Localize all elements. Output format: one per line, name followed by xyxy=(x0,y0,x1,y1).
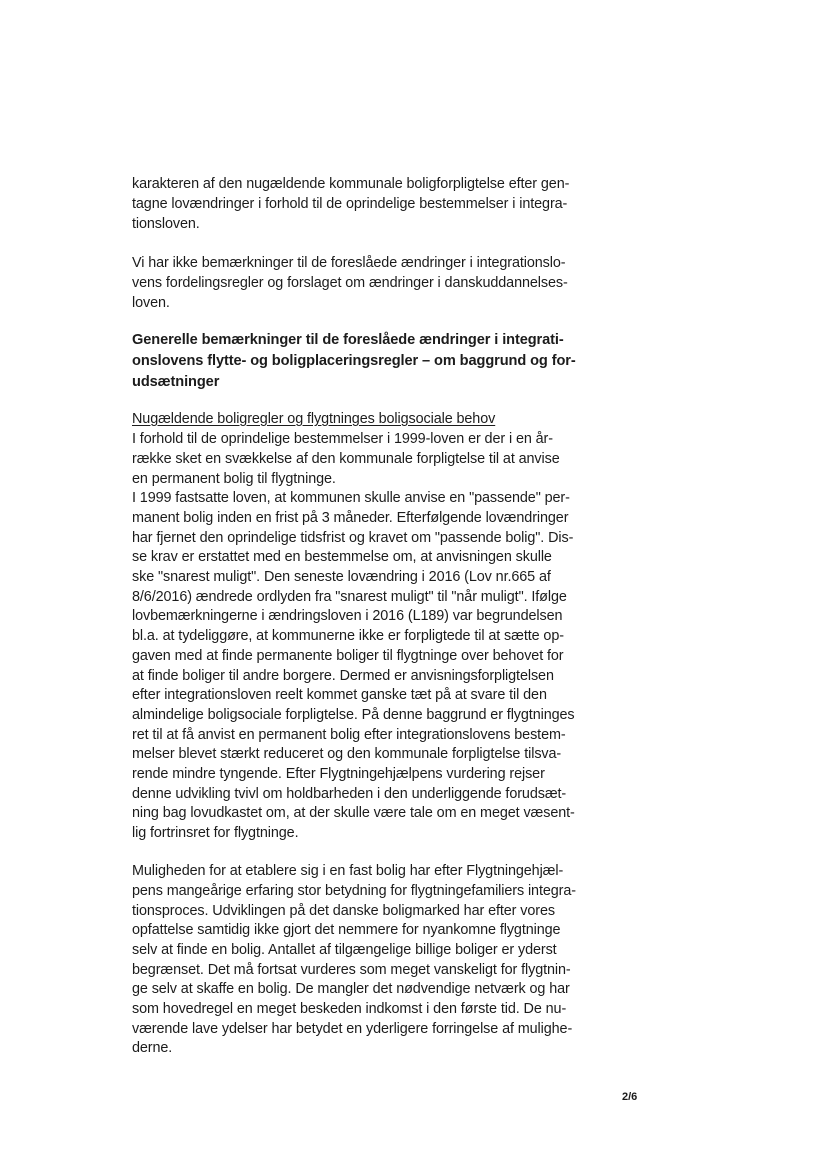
page-number: 2/6 xyxy=(622,1091,638,1103)
paragraph-5-line-5: selv at finde en bolig. Antallet af tilgængelige billige boliger er yderst xyxy=(132,942,557,958)
paragraph-4-line-11: bl.a. at tydeliggøre, at kommunerne ikke er forpligtede til at sætte op- xyxy=(132,628,564,644)
paragraph-4-line-14: efter integrationsloven reelt kommet ganske tæt på at svare til den xyxy=(132,687,547,703)
paragraph-4-line-16: ret til at få anvist en permanent bolig efter integrationslovens bestem- xyxy=(132,727,566,743)
paragraph-1-line-1: karakteren af den nugældende kommunale boligforpligtelse efter gen- xyxy=(132,176,570,192)
paragraph-4-line-2: række sket en svækkelse af den kommunale forpligtelse til at anvise xyxy=(132,451,560,467)
subheading: Nugældende boligregler og flygtninges boligsociale behov xyxy=(132,411,496,427)
paragraph-2-line-3: loven. xyxy=(132,295,170,311)
paragraph-4-line-21: lig fortrinsret for flygtninge. xyxy=(132,825,299,841)
paragraph-4-line-19: denne udvikling tvivl om holdbarheden i den underliggende forudsæt- xyxy=(132,786,567,802)
paragraph-5-line-4: opfattelse samtidig ikke gjort det nemmere for nyankomne flygtninge xyxy=(132,922,561,938)
paragraph-5-line-8: som hovedregel en meget beskeden indkomst i den første tid. De nu- xyxy=(132,1001,567,1017)
paragraph-5-line-9: værende lave ydelser har betydet en yderligere forringelse af mulighe- xyxy=(132,1021,573,1037)
paragraph-5-line-3: tionsproces. Udviklingen på det danske boligmarked har efter vores xyxy=(132,903,555,919)
paragraph-4-line-12: gaven med at finde permanente boliger til flygtninge over behovet for xyxy=(132,648,564,664)
paragraph-5-line-7: ge selv at skaffe en bolig. De mangler det nødvendige netværk og har xyxy=(132,981,570,997)
section-heading-line-2: onslovens flytte- og boligplaceringsregler – om baggrund og for- xyxy=(132,353,576,369)
paragraph-4-line-15: almindelige boligsociale forpligtelse. På denne baggrund er flygtninges xyxy=(132,707,575,723)
paragraph-4-line-5: manent bolig inden en frist på 3 måneder. Efterfølgende lovændringer xyxy=(132,510,569,526)
section-heading-line-3: udsætninger xyxy=(132,374,220,390)
paragraph-4-line-10: lovbemærkningerne i ændringsloven i 2016 (L189) var begrundelsen xyxy=(132,608,563,624)
paragraph-5-line-2: pens mangeårige erfaring stor betydning for flygtningefamiliers integra- xyxy=(132,883,576,899)
paragraph-4-line-1: I forhold til de oprindelige bestemmelser i 1999-loven er der i en år- xyxy=(132,431,553,447)
paragraph-4-line-3: en permanent bolig til flygtninge. xyxy=(132,471,336,487)
paragraph-4-line-6: har fjernet den oprindelige tidsfrist og kravet om "passende bolig". Dis- xyxy=(132,530,574,546)
paragraph-5-line-6: begrænset. Det må fortsat vurderes som meget vanskeligt for flygtnin- xyxy=(132,962,571,978)
paragraph-2-line-1: Vi har ikke bemærkninger til de foreslåede ændringer i integrationslo- xyxy=(132,255,566,271)
section-heading-line-1: Generelle bemærkninger til de foreslåede ændringer i integrati- xyxy=(132,332,564,348)
paragraph-4-line-8: ske "snarest muligt". Den seneste lovændring i 2016 (Lov nr.665 af xyxy=(132,569,551,585)
paragraph-4-line-18: rende mindre tyngende. Efter Flygtningehjælpens vurdering rejser xyxy=(132,766,545,782)
paragraph-1-line-3: tionsloven. xyxy=(132,216,200,232)
paragraph-2-line-2: vens fordelingsregler og forslaget om ændringer i danskuddannelses- xyxy=(132,275,568,291)
paragraph-4-line-17: melser blevet stærkt reduceret og den kommunale forpligtelse tilsva- xyxy=(132,746,562,762)
paragraph-4-line-9: 8/6/2016) ændrede ordlyden fra "snarest muligt" til "når muligt". Ifølge xyxy=(132,589,567,605)
paragraph-5-line-10: derne. xyxy=(132,1040,173,1056)
paragraph-4-line-7: se krav er erstattet med en bestemmelse om, at anvisningen skulle xyxy=(132,549,552,565)
paragraph-1-line-2: tagne lovændringer i forhold til de oprindelige bestemmelser i integra- xyxy=(132,196,568,212)
paragraph-5-line-1: Muligheden for at etablere sig i en fast bolig har efter Flygtningehjæl- xyxy=(132,863,564,879)
paragraph-4-line-20: ning bag lovudkastet om, at der skulle være tale om en meget væsent- xyxy=(132,805,575,821)
paragraph-4-line-4: I 1999 fastsatte loven, at kommunen skulle anvise en "passende" per- xyxy=(132,490,570,506)
paragraph-4-line-13: at finde boliger til andre borgere. Dermed er anvisningsforpligtelsen xyxy=(132,668,554,684)
